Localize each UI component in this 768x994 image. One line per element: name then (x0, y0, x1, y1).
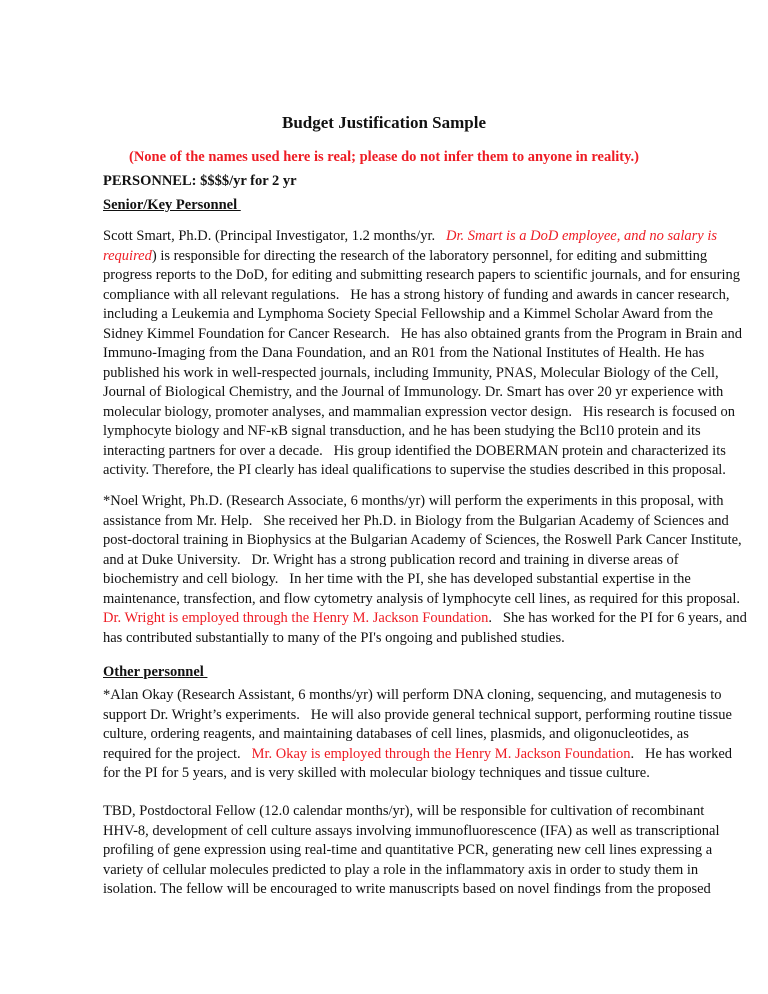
text-line (103, 609, 747, 629)
text-segment: HHV-8, development of cell culture assays involving immunofluorescence (IFA) as well as transcriptional (103, 822, 720, 839)
text-segment: . She has worked for the PI for 6 years, and (488, 610, 747, 626)
text-segment: Journal of Biological Chemistry, and the Journal of Immunology. Dr. Smart has over 20 yr experience with (103, 384, 724, 400)
text-line (103, 461, 742, 481)
text-segment: maintenance, transfection, and flow cytometry analysis of lymphocyte cell lines, as required for this proposal. (103, 590, 741, 607)
text-segment: and at Duke University. Dr. Wright has a strong publication record and training in diverse areas of (103, 551, 679, 568)
text-segment: Sidney Kimmel Foundation for Cancer Research. He has also obtained grants from the Program in Brain and (103, 325, 743, 342)
text-line (103, 802, 720, 822)
text-line (103, 286, 742, 306)
text-line (103, 706, 732, 726)
paragraph-smart (103, 227, 742, 481)
text-segment: *Alan Okay (Research Assistant, 6 months/yr) will perform DNA cloning, sequencing, and mutagenesis to (103, 687, 722, 703)
text-segment: variety of cellular molecules predicted to play a role in the inflammatory axis in order to study them in (103, 861, 699, 878)
highlighted-text: Mr. Okay is employed through the Henry M. Jackson Foundation (251, 745, 631, 762)
text-line (103, 725, 732, 745)
text-segment: TBD, Postdoctoral Fellow (12.0 calendar months/yr), will be responsible for cultivation of recombinant (103, 803, 705, 819)
text-segment: . He has worked (630, 745, 733, 762)
document-title: Budget Justification Sample (281, 113, 487, 132)
paragraph-tbd (103, 802, 720, 900)
text-line (103, 383, 742, 403)
text-segment: culture, ordering reagents, and maintaining databases of cell lines, plasmids, and oligonucleotides, as (103, 726, 689, 742)
text-segment: including a Leukemia and Lymphoma Society Special Fellowship and a Kimmel Scholar Award from the (103, 306, 713, 322)
text-line (103, 531, 747, 551)
text-line (103, 344, 742, 364)
personnel-heading: PERSONNEL: $$$$/yr for 2 yr (103, 173, 297, 189)
text-line (103, 442, 742, 462)
text-line (103, 325, 742, 345)
text-line (103, 880, 720, 900)
text-segment: post-doctoral training in Biophysics at the Bulgarian Academy of Sciences, the Roswell Park Cancer Institute, (103, 532, 742, 548)
other-personnel-heading: Other personnel (103, 664, 208, 680)
text-segment: for the PI for 5 years, and is very skilled with molecular biology techniques and tissue culture. (103, 765, 650, 781)
text-segment: published his work in well-respected journals, including Immunity, PNAS, Molecular Biology of the Cell, (103, 364, 719, 381)
text-segment: activity. Therefore, the PI clearly has ideal qualifications to supervise the studies described in this proposal. (103, 462, 726, 478)
text-line (103, 590, 747, 610)
text-segment: has contributed substantially to many of the PI's ongoing and published studies. (103, 629, 565, 646)
text-segment: profiling of gene expression using real-time and quantitative PCR, generating new cell lines expressing a (103, 842, 713, 858)
paragraph-okay (103, 686, 732, 784)
paragraph-wright (103, 492, 747, 648)
highlighted-text: Dr. Wright is employed through the Henry M. Jackson Foundation (103, 610, 489, 626)
text-line (103, 227, 742, 247)
text-segment: support Dr. Wright’s experiments. He will also provide general technical support, performing routine tissue (103, 706, 732, 723)
text-line (103, 745, 732, 765)
text-line (103, 551, 747, 571)
text-segment: lymphocyte biology and NF-κB signal transduction, and he has been studying the Bcl10 protein and its (103, 423, 701, 439)
senior-personnel-heading: Senior/Key Personnel (103, 197, 241, 213)
disclaimer-note: (None of the names used here is real; please do not infer them to anyone in reality.) (128, 149, 640, 165)
highlighted-text: Dr. Smart is a DoD employee, and no salary is (445, 228, 718, 244)
text-line (103, 266, 742, 286)
text-segment: *Noel Wright, Ph.D. (Research Associate, 6 months/yr) will perform the experiments in this proposal, with (103, 493, 724, 509)
text-segment: assistance from Mr. Help. She received her Ph.D. in Biology from the Bulgarian Academy of Sciences and (103, 512, 729, 529)
text-segment: Immuno-Imaging from the Dana Foundation, and an R01 from the National Institutes of Health. He has (103, 345, 705, 361)
text-line (103, 403, 742, 423)
text-segment: molecular biology, promoter analyses, and mammalian expression vector design. His research is focused on (103, 403, 736, 420)
text-segment: ) is responsible for directing the research of the laboratory personnel, for editing and submitting (151, 247, 708, 264)
highlighted-text: required (103, 247, 152, 264)
text-segment: biochemistry and cell biology. In her time with the PI, she has developed substantial expertise in the (103, 571, 691, 587)
text-line (103, 629, 747, 649)
text-line (103, 492, 747, 512)
text-line (103, 822, 720, 842)
text-segment: progress reports to the DoD, for editing and submitting research papers to scientific journals, and for ensuring (103, 267, 741, 283)
text-line (103, 570, 747, 590)
text-line (103, 422, 742, 442)
text-line (103, 305, 742, 325)
text-line (103, 364, 742, 384)
text-line (103, 764, 732, 784)
text-segment: Scott Smart, Ph.D. (Principal Investigator, 1.2 months/yr. (103, 228, 446, 244)
text-segment: compliance with all relevant regulations. He has a strong history of funding and awards in cancer research, (103, 286, 730, 303)
text-segment: required for the project. (103, 745, 252, 762)
text-line (103, 841, 720, 861)
text-line (103, 247, 742, 267)
text-line (103, 686, 732, 706)
text-line (103, 861, 720, 881)
text-segment: interacting partners for over a decade. His group identified the DOBERMAN protein and characterized its (103, 442, 726, 459)
text-line (103, 512, 747, 532)
text-segment: isolation. The fellow will be encouraged to write manuscripts based on novel findings from the proposed (103, 881, 711, 897)
